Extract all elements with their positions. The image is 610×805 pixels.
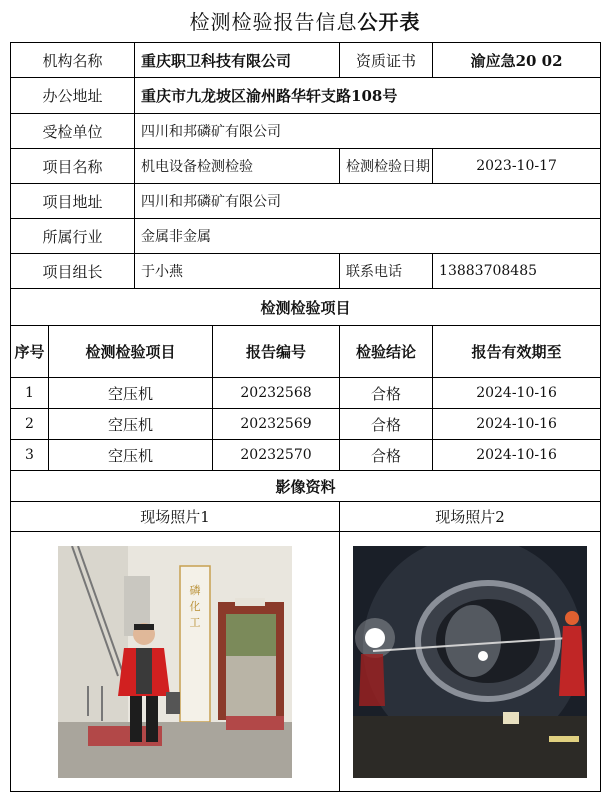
site-photo-1 xyxy=(58,546,292,778)
row-no: 2 xyxy=(11,409,49,440)
table-row xyxy=(11,378,601,409)
row-valid: 2024-10-16 xyxy=(433,440,601,471)
site-label: 项目地址 xyxy=(11,184,135,219)
org-value: 重庆职卫科技有限公司 xyxy=(135,43,340,78)
row-result: 合格 xyxy=(340,440,433,471)
phone-value: 13883708485 xyxy=(433,254,601,289)
row-leader xyxy=(11,254,601,289)
row-report: 20232569 xyxy=(213,409,340,440)
page-title xyxy=(0,6,610,35)
proj-label: 项目名称 xyxy=(11,149,135,184)
row-report: 20232570 xyxy=(213,440,340,471)
unit-label: 受检单位 xyxy=(11,114,135,149)
table-row xyxy=(11,440,601,471)
items-header: 检测检验项目 xyxy=(11,289,601,326)
title-bold: 公开表 xyxy=(357,10,421,34)
unit-value: 四川和邦磷矿有限公司 xyxy=(135,114,601,149)
table-row xyxy=(11,409,601,440)
site-photo-2 xyxy=(353,546,587,778)
col-report: 报告编号 xyxy=(213,326,340,378)
lead-value: 于小燕 xyxy=(135,254,340,289)
ind-value: 金属非金属 xyxy=(135,219,601,254)
lead-label: 项目组长 xyxy=(11,254,135,289)
col-valid: 报告有效期至 xyxy=(433,326,601,378)
ind-label: 所属行业 xyxy=(11,219,135,254)
row-site xyxy=(11,184,601,219)
svg-text:工: 工 xyxy=(189,615,201,629)
photo2-cell xyxy=(340,532,601,792)
site-value: 四川和邦磷矿有限公司 xyxy=(135,184,601,219)
cert-value: 渝应急20 02 xyxy=(433,43,601,78)
photo1-cell xyxy=(11,532,340,792)
date-value: 2023-10-17 xyxy=(433,149,601,184)
row-industry xyxy=(11,219,601,254)
items-header-row xyxy=(11,289,601,326)
col-item: 检测检验项目 xyxy=(49,326,213,378)
date-label: 检测检验日期 xyxy=(340,149,433,184)
images-header: 影像资料 xyxy=(11,471,601,502)
photo1-sign-text: 磷 xyxy=(189,583,201,597)
row-project xyxy=(11,149,601,184)
addr-value: 重庆市九龙坡区渝州路华轩支路108号 xyxy=(135,78,601,114)
col-result: 检验结论 xyxy=(340,326,433,378)
row-address xyxy=(11,78,601,114)
title-main: 检测检验报告信息 xyxy=(189,10,358,34)
photo-labels-row xyxy=(11,502,601,532)
columns-row xyxy=(11,326,601,378)
row-org xyxy=(11,43,601,78)
photos-row xyxy=(11,532,601,792)
row-item: 空压机 xyxy=(49,378,213,409)
photo2-label: 现场照片2 xyxy=(340,502,601,532)
row-result: 合格 xyxy=(340,378,433,409)
row-result: 合格 xyxy=(340,409,433,440)
photo1-label: 现场照片1 xyxy=(11,502,340,532)
org-label: 机构名称 xyxy=(11,43,135,78)
row-report: 20232568 xyxy=(213,378,340,409)
row-unit xyxy=(11,114,601,149)
cert-label: 资质证书 xyxy=(340,43,433,78)
row-item: 空压机 xyxy=(49,440,213,471)
report-table xyxy=(10,42,601,792)
row-valid: 2024-10-16 xyxy=(433,409,601,440)
svg-text:化: 化 xyxy=(189,599,201,613)
row-valid: 2024-10-16 xyxy=(433,378,601,409)
proj-value: 机电设备检测检验 xyxy=(135,149,340,184)
row-no: 3 xyxy=(11,440,49,471)
row-no: 1 xyxy=(11,378,49,409)
phone-label: 联系电话 xyxy=(340,254,433,289)
images-header-row xyxy=(11,471,601,502)
col-no: 序号 xyxy=(11,326,49,378)
row-item: 空压机 xyxy=(49,409,213,440)
addr-label: 办公地址 xyxy=(11,78,135,114)
